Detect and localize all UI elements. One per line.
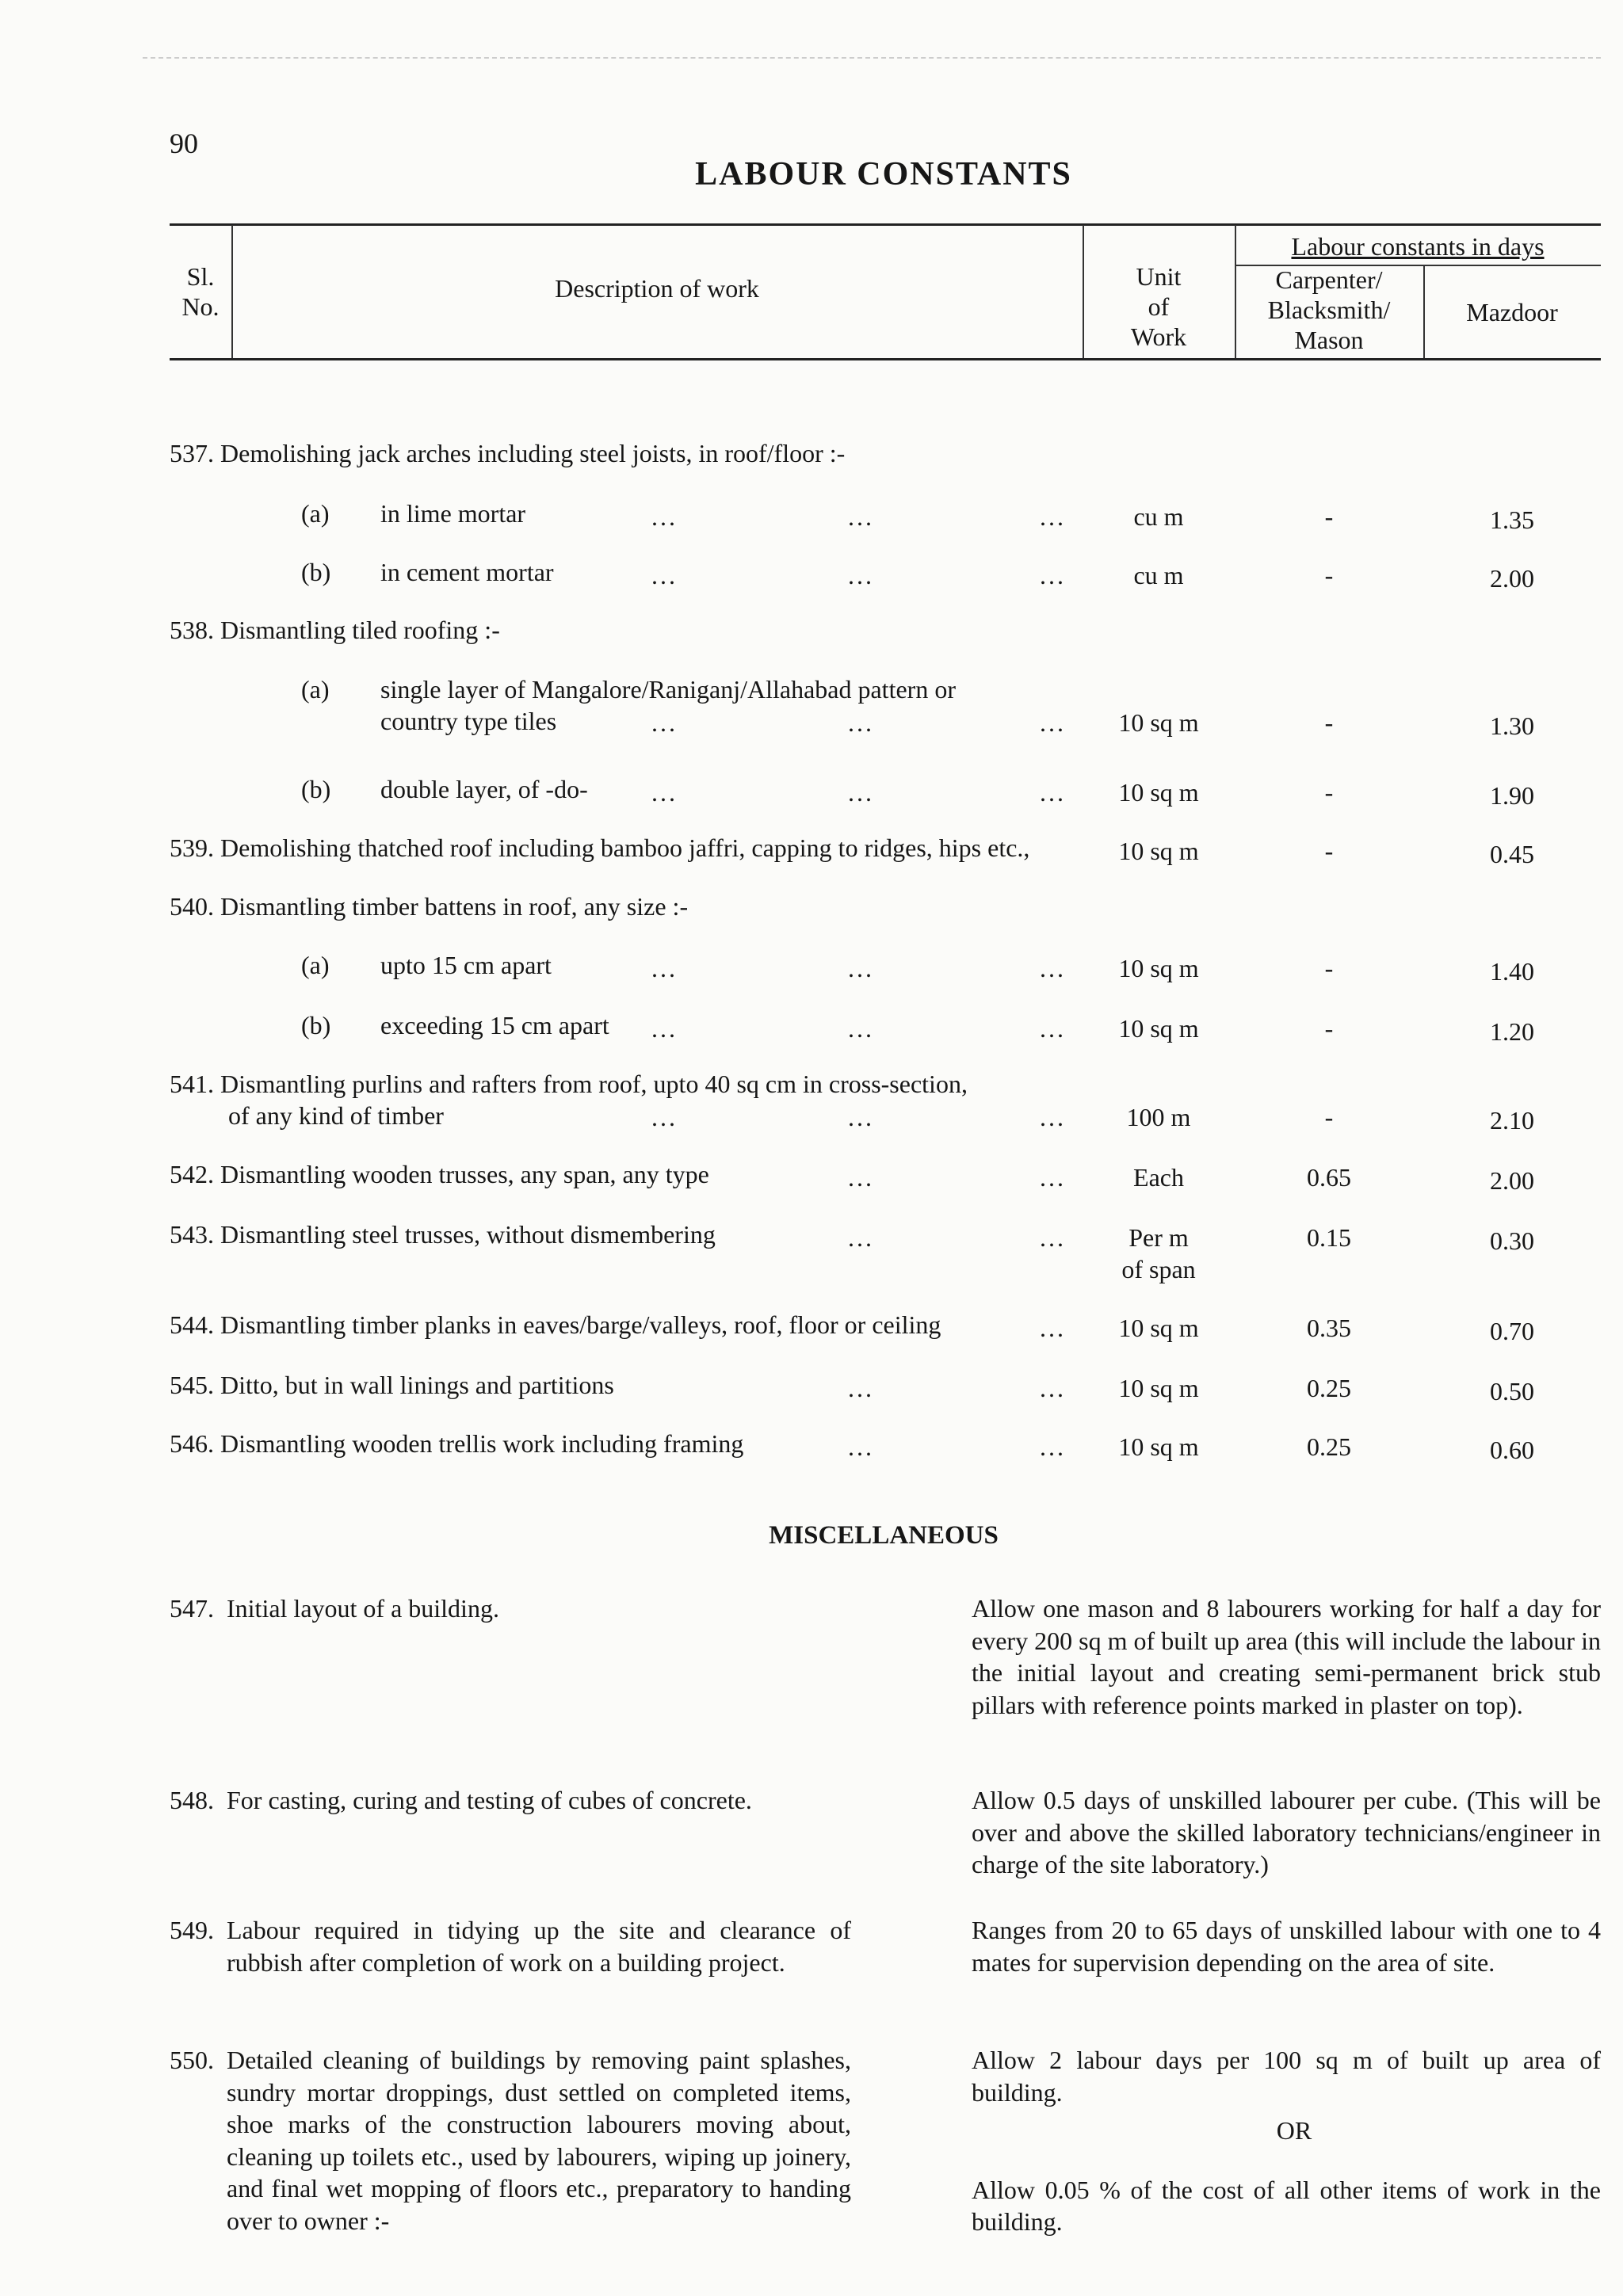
leader-dot-group: ... xyxy=(848,1103,874,1131)
leader-dot-group: ... xyxy=(1040,954,1066,982)
unit-of-work: 10 sq m xyxy=(1118,837,1199,865)
carpenter-days: 0.65 xyxy=(1307,1163,1351,1192)
unit-of-work: 10 sq m xyxy=(1118,1432,1199,1461)
misc-item-description xyxy=(170,1592,851,1625)
misc-item-text: Detailed cleaning of buildings by removing paint splashes, sundry mortar droppings, dust settled on completed items, shoe marks of the construction labourers moving about, cleaning up toilets etc., used by labourers, wiping up joinery, and final wet mopping of floors etc., preparatory to handing over to owner :- xyxy=(227,2046,851,2235)
carpenter-days: - xyxy=(1324,778,1334,807)
leader-dot-group: ... xyxy=(1040,502,1066,531)
leader-dot-group: ... xyxy=(848,708,874,737)
header-mazdoor: Mazdoor xyxy=(1466,298,1558,326)
carpenter-days: - xyxy=(1324,1014,1334,1043)
header-carpenter: Carpenter/ Blacksmith/ Mason xyxy=(1267,265,1391,354)
item-description-continued: of any kind of timber xyxy=(228,1101,444,1130)
item-description: 541. Dismantling purlins and rafters from roof, upto 40 sq cm in cross-section, xyxy=(170,1070,968,1098)
item-description: 543. Dismantling steel trusses, without dismembering xyxy=(170,1220,716,1249)
carpenter-days: 0.15 xyxy=(1307,1223,1351,1252)
header-top-rule xyxy=(170,223,1601,226)
unit-of-work: 10 sq m xyxy=(1118,1314,1199,1342)
leader-dot-group: ... xyxy=(1040,1163,1066,1192)
mazdoor-days: 0.60 xyxy=(1490,1436,1534,1464)
misc-item-text: For casting, curing and testing of cubes of concrete. xyxy=(227,1786,752,1814)
mazdoor-days: 1.40 xyxy=(1490,957,1534,986)
unit-of-work: Each xyxy=(1133,1163,1184,1192)
table-row xyxy=(0,1369,1623,1436)
allowance-text: Ranges from 20 to 65 days of unskilled labour with one to 4 mates for supervision depending on the area of site. xyxy=(972,1916,1601,1977)
table-row xyxy=(0,556,1623,623)
item-sub-description: in lime mortar xyxy=(380,499,526,528)
header-description: Description of work xyxy=(555,274,759,303)
unit-of-work: Per m of span xyxy=(1121,1223,1196,1283)
leader-dot-group: ... xyxy=(848,502,874,531)
leader-dot-group: ... xyxy=(848,1014,874,1043)
mazdoor-days: 2.00 xyxy=(1490,1166,1534,1195)
table-row xyxy=(0,1428,1623,1494)
misc-item-allowance xyxy=(972,2044,1601,2238)
carpenter-days: 0.25 xyxy=(1307,1374,1351,1402)
table-row xyxy=(0,773,1623,840)
leader-dot-group: ... xyxy=(651,1014,678,1043)
page-number: 90 xyxy=(170,128,198,159)
item-description: 540. Dismantling timber battens in roof, any size :- xyxy=(170,892,689,921)
carpenter-days: - xyxy=(1324,561,1334,589)
item-description: 546. Dismantling wooden trellis work including framing xyxy=(170,1429,744,1458)
table-row xyxy=(0,1309,1623,1375)
leader-dot-group: ... xyxy=(1040,708,1066,737)
leader-dot-group: ... xyxy=(848,778,874,807)
item-sub-description-continued: country type tiles xyxy=(380,707,557,735)
allowance-text: Allow 0.5 days of unskilled labourer per cube. (This will be over and above the skilled laboratory technicians/engineer in charge of the site laboratory.) xyxy=(972,1786,1601,1878)
header-unit: Unit of Work xyxy=(1130,262,1187,351)
item-sub-description: exceeding 15 cm apart xyxy=(380,1011,609,1039)
allowance-or: OR xyxy=(1276,2116,1312,2145)
leader-dot-group: ... xyxy=(651,1103,678,1131)
header-labour-constants: Labour constants in days xyxy=(1291,232,1545,261)
table-row xyxy=(0,1068,1623,1135)
leader-dot-group: ... xyxy=(848,1163,874,1192)
misc-item-allowance xyxy=(972,1914,1601,1978)
item-description: 545. Ditto, but in wall linings and partitions xyxy=(170,1371,614,1399)
unit-of-work: 10 sq m xyxy=(1118,954,1199,982)
item-sub-label: (a) xyxy=(301,499,330,528)
item-sub-label: (b) xyxy=(301,775,331,803)
leader-dot-group: ... xyxy=(848,1432,874,1461)
unit-of-work: cu m xyxy=(1133,561,1184,589)
leader-dot-group: ... xyxy=(848,1223,874,1252)
item-description: 537. Demolishing jack arches including steel joists, in roof/floor :- xyxy=(170,439,846,467)
item-sub-description: single layer of Mangalore/Raniganj/Allahabad pattern or xyxy=(380,675,956,704)
table-row xyxy=(0,1219,1623,1285)
misc-item-description xyxy=(170,1784,851,1817)
carpenter-days: - xyxy=(1324,1103,1334,1131)
item-description: 539. Demolishing thatched roof including bamboo jaffri, capping to ridges, hips etc., xyxy=(170,833,1030,862)
table-row xyxy=(0,673,1623,740)
table-row xyxy=(0,614,1623,681)
table-row xyxy=(0,832,1623,898)
carpenter-days: - xyxy=(1324,502,1334,531)
table-row xyxy=(0,498,1623,564)
leader-dot-group: ... xyxy=(651,561,678,589)
leader-dot-group: ... xyxy=(1040,1223,1066,1252)
item-sub-label: (a) xyxy=(301,951,330,979)
misc-item-allowance xyxy=(972,1592,1601,1721)
mazdoor-days: 0.50 xyxy=(1490,1377,1534,1405)
allowance-text: Allow one mason and 8 labourers working for half a day for every 200 sq m of built up area (this will include the labour in the initial layout and creating semi-permanent brick stub pillars with reference points marked in plaster on top). xyxy=(972,1594,1601,1719)
carpenter-days: - xyxy=(1324,708,1334,737)
misc-item-description xyxy=(170,1914,851,1978)
table-row xyxy=(0,1009,1623,1076)
mazdoor-days: 1.30 xyxy=(1490,711,1534,740)
carpenter-days: 0.35 xyxy=(1307,1314,1351,1342)
carpenter-days: 0.25 xyxy=(1307,1432,1351,1461)
mazdoor-days: 2.00 xyxy=(1490,564,1534,593)
item-sub-description: double layer, of -do- xyxy=(380,775,588,803)
unit-of-work: 10 sq m xyxy=(1118,708,1199,737)
table-row xyxy=(0,1158,1623,1225)
leader-dot-group: ... xyxy=(1040,778,1066,807)
misc-item-number: 550. xyxy=(170,2046,214,2074)
misc-item-text: Labour required in tidying up the site and clearance of rubbish after completion of work on a building project. xyxy=(227,1916,851,1977)
mazdoor-days: 2.10 xyxy=(1490,1106,1534,1135)
misc-item-number: 548. xyxy=(170,1786,214,1814)
table-row xyxy=(0,437,1623,504)
table-row xyxy=(0,891,1623,957)
misc-item-allowance xyxy=(972,1784,1601,1881)
misc-item-description xyxy=(170,2044,851,2237)
leader-dot-group: ... xyxy=(1040,561,1066,589)
unit-of-work: 10 sq m xyxy=(1118,778,1199,807)
leader-dot-group: ... xyxy=(1040,1103,1066,1131)
allowance-text-alternative: Allow 0.05 % of the cost of all other items of work in the building. xyxy=(972,2175,1601,2236)
leader-dot-group: ... xyxy=(848,1374,874,1402)
page-title: LABOUR CONSTANTS xyxy=(695,156,1072,193)
mazdoor-days: 0.70 xyxy=(1490,1317,1534,1345)
header-sl-no: Sl. No. xyxy=(181,262,220,321)
mazdoor-days: 1.20 xyxy=(1490,1017,1534,1046)
scan-artifact-line xyxy=(143,57,1601,59)
mazdoor-days: 1.90 xyxy=(1490,781,1534,810)
item-sub-description: in cement mortar xyxy=(380,558,554,586)
leader-dot-group: ... xyxy=(848,561,874,589)
mazdoor-days: 0.30 xyxy=(1490,1226,1534,1255)
leader-dot-group: ... xyxy=(651,502,678,531)
leader-dot-group: ... xyxy=(651,708,678,737)
item-description: 542. Dismantling wooden trusses, any span, any type xyxy=(170,1160,709,1188)
misc-item-number: 547. xyxy=(170,1594,214,1623)
mazdoor-days: 0.45 xyxy=(1490,840,1534,868)
leader-dot-group: ... xyxy=(1040,1432,1066,1461)
item-description: 544. Dismantling timber planks in eaves/barge/valleys, roof, floor or ceiling xyxy=(170,1310,941,1339)
leader-dot-group: ... xyxy=(651,954,678,982)
leader-dot-group: ... xyxy=(1040,1374,1066,1402)
item-sub-label: (b) xyxy=(301,1011,331,1039)
carpenter-days: - xyxy=(1324,837,1334,865)
item-sub-description: upto 15 cm apart xyxy=(380,951,552,979)
leader-dot-group: ... xyxy=(848,954,874,982)
unit-of-work: 10 sq m xyxy=(1118,1014,1199,1043)
unit-of-work: 10 sq m xyxy=(1118,1374,1199,1402)
item-sub-label: (b) xyxy=(301,558,331,586)
leader-dot-group: ... xyxy=(1040,1014,1066,1043)
item-description: 538. Dismantling tiled roofing :- xyxy=(170,616,500,644)
table-row xyxy=(0,949,1623,1016)
header-bottom-rule xyxy=(170,358,1601,360)
section-title: MISCELLANEOUS xyxy=(769,1521,999,1550)
item-sub-label: (a) xyxy=(301,675,330,704)
carpenter-days: - xyxy=(1324,954,1334,982)
misc-item-text: Initial layout of a building. xyxy=(227,1594,499,1623)
leader-dot-group: ... xyxy=(1040,1314,1066,1342)
allowance-text: Allow 2 labour days per 100 sq m of built up area of building. xyxy=(972,2046,1601,2107)
misc-item-number: 549. xyxy=(170,1916,214,1944)
leader-dot-group: ... xyxy=(651,778,678,807)
unit-of-work: 100 m xyxy=(1126,1103,1191,1131)
mazdoor-days: 1.35 xyxy=(1490,505,1534,534)
unit-of-work: cu m xyxy=(1133,502,1184,531)
